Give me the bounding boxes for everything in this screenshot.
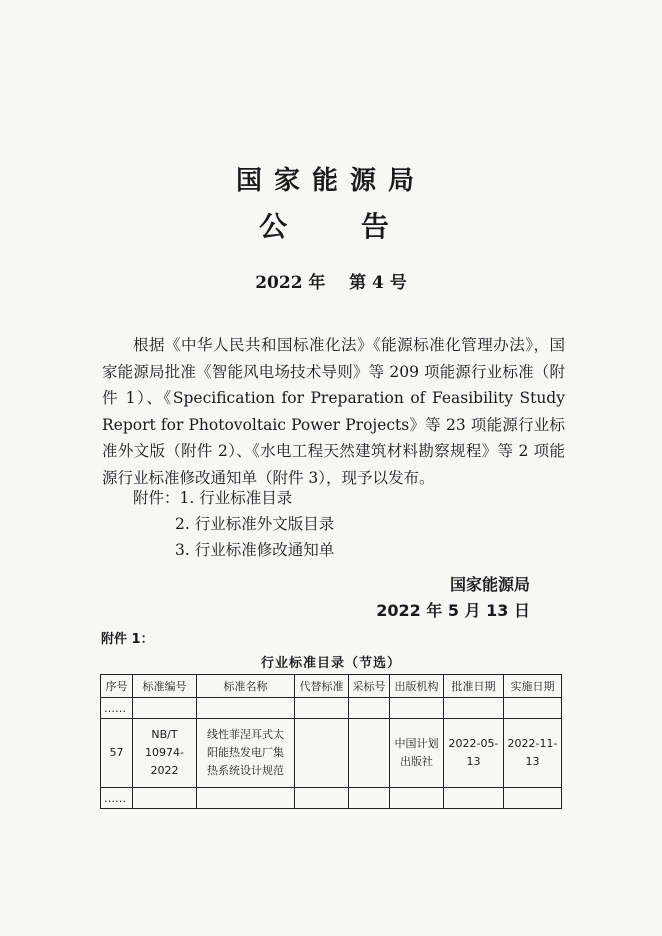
column-header: 代替标准 bbox=[295, 675, 349, 698]
appendix-table-title: 行业标准目录（节选） bbox=[260, 656, 401, 671]
document-type-title: 公 告 bbox=[259, 210, 421, 243]
code-line: 10974-2022 bbox=[145, 746, 184, 777]
name-line: 线性菲涅耳式太 bbox=[207, 728, 284, 741]
ellipsis-cell: …… bbox=[101, 788, 133, 809]
attachment-item-3: 3. 行业标准修改通知单 bbox=[175, 541, 335, 559]
table-header-row bbox=[101, 675, 562, 698]
column-header: 实施日期 bbox=[504, 675, 562, 698]
attachment-item-2: 2. 行业标准外文版目录 bbox=[175, 515, 335, 533]
name-line: 热系统设计规范 bbox=[207, 764, 284, 777]
table-row-ellipsis bbox=[101, 788, 562, 809]
publisher-line: 中国计划 bbox=[394, 737, 439, 750]
attachment-list-first bbox=[133, 486, 292, 508]
issuing-authority-title: 国家能源局 bbox=[235, 166, 426, 196]
cell-replaces bbox=[295, 719, 349, 788]
cell-approved-date: 2022-05-13 bbox=[444, 719, 504, 788]
attachment-item-1: 1. 行业标准目录 bbox=[179, 489, 293, 507]
cell-publisher bbox=[390, 719, 444, 788]
code-line: NB/T bbox=[151, 728, 178, 741]
column-header: 标准名称 bbox=[197, 675, 295, 698]
publisher-line: 出版社 bbox=[400, 755, 433, 768]
table-row bbox=[101, 719, 562, 788]
table-row-ellipsis bbox=[101, 698, 562, 719]
cell-standard-name bbox=[197, 719, 295, 788]
announcement-number bbox=[0, 268, 662, 293]
column-header: 出版机构 bbox=[390, 675, 444, 698]
attachment-prefix: 附件： bbox=[133, 489, 180, 507]
name-line: 阳能热发电厂集 bbox=[207, 746, 284, 759]
cell-standard-code bbox=[133, 719, 197, 788]
announcement-issue-no: 第 4 号 bbox=[349, 273, 407, 293]
appendix-label: 附件 1： bbox=[101, 632, 154, 647]
signature-org: 国家能源局 bbox=[449, 575, 530, 594]
standards-table bbox=[100, 674, 562, 809]
ellipsis-cell: …… bbox=[101, 698, 133, 719]
column-header: 标准编号 bbox=[133, 675, 197, 698]
cell-adopted bbox=[349, 719, 390, 788]
announcement-body: 根据《中华人民共和国标准化法》《能源标准化管理办法》，国家能源局批准《智能风电场技术导则》等 209 项能源行业标准（附件 1）、《Specification for Preparation of Feasibility Study Report for Photovoltaic Power Projects》等 23 项能源行业标准外文版（附件 2）、《水电工程天然建筑材料勘察规程》等 2 项能源行业标准修改通知单（附件 3），现予以发布。 bbox=[102, 336, 565, 487]
column-header: 序号 bbox=[101, 675, 133, 698]
column-header: 采标号 bbox=[349, 675, 390, 698]
signature-date: 2022 年 5 月 13 日 bbox=[376, 601, 530, 620]
announcement-year: 2022 年 bbox=[255, 273, 326, 293]
cell-effective-date: 2022-11-13 bbox=[504, 719, 562, 788]
column-header: 批准日期 bbox=[444, 675, 504, 698]
cell-seq: 57 bbox=[101, 719, 133, 788]
